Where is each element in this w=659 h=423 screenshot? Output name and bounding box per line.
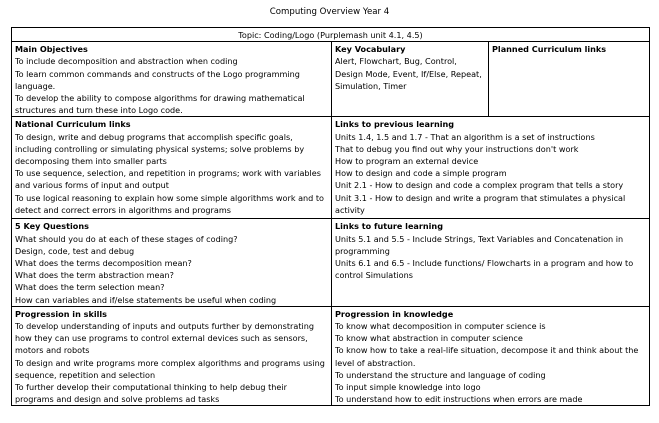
key-question-line: How can variables and if/else statements be useful when coding (15, 294, 277, 305)
progression-knowledge-line: To understand how to edit instructions when errors are made (335, 394, 583, 405)
previous-learning-heading: Links to previous learning (335, 119, 455, 130)
main-objectives-line: To learn common commands and constructs of the Logo programming language. (15, 68, 300, 91)
national-curriculum-cell (12, 117, 332, 219)
future-learning-line: Units 6.1 and 6.5 - Include functions/ Flowcharts in a program and how to control Simulations (335, 258, 634, 281)
key-vocabulary-text: Alert, Flowchart, Bug, Control, Design Mode, Event, If/Else, Repeat, Simulation, Timer (335, 56, 482, 91)
overview-table (11, 27, 650, 406)
progression-skills-line: To design and write programs more complex algorithms and programs using sequence, repetition and selection (15, 357, 325, 380)
progression-skills-heading: Progression in skills (15, 308, 108, 319)
progression-skills-line: To further develop their computational thinking to help debug their programs and design and solve problems ad tasks (15, 382, 287, 405)
main-objectives-line: To develop the ability to compose algorithms for drawing mathematical structures and turn these into Logo code. (15, 93, 305, 116)
progression-knowledge-line: To understand the structure and language of coding (335, 369, 546, 380)
previous-learning-line: Unit 2.1 - How to design and code a complex program that tells a story (335, 180, 624, 191)
future-learning-line: Units 5.1 and 5.5 - Include Strings, Text Variables and Concatenation in programming (335, 233, 624, 256)
national-curriculum-heading: National Curriculum links (15, 119, 131, 130)
previous-learning-line: Units 1.4, 1.5 and 1.7 - That an algorithm is a set of instructions (335, 131, 595, 142)
main-objectives-line: To include decomposition and abstraction when coding (15, 56, 238, 67)
main-objectives-heading: Main Objectives (15, 44, 88, 55)
previous-learning-line: Unit 3.1 - How to design and write a program that stimulates a physical activity (335, 192, 626, 215)
key-question-line: What does the terms decomposition mean? (15, 258, 192, 269)
key-question-line: What does the term selection mean? (15, 282, 165, 293)
progression-knowledge-line: To know what abstraction in computer science (335, 333, 523, 344)
key-question-line: What does the term abstraction mean? (15, 270, 174, 281)
key-question-line: Design, code, test and debug (15, 245, 135, 256)
national-curriculum-line: To use sequence, selection, and repetition in programs; work with variables and various forms of input and output (15, 168, 321, 191)
previous-learning-line: How to program an external device (335, 156, 479, 167)
progression-knowledge-line: To input simple knowledge into logo (335, 382, 481, 393)
key-vocabulary-heading: Key Vocabulary (335, 44, 406, 55)
key-questions-heading: 5 Key Questions (15, 221, 89, 232)
key-vocabulary-cell (332, 42, 489, 117)
future-learning-heading: Links to future learning (335, 221, 443, 232)
previous-learning-line: How to design and code a simple program (335, 168, 507, 179)
key-questions-cell (12, 219, 332, 306)
page-title: Computing Overview Year 4 (269, 7, 390, 17)
national-curriculum-line: To design, write and debug programs that accomplish specific goals, including controlling or simulating physical systems; solve problems by decomposing them into smaller parts (15, 131, 305, 167)
previous-learning-cell (332, 117, 650, 219)
progression-knowledge-cell (332, 306, 650, 406)
future-learning-cell (332, 219, 650, 306)
national-curriculum-line: To use logical reasoning to explain how some simple algorithms work and to detect and correct errors in algorithms and programs (15, 192, 325, 215)
progression-skills-line: To develop understanding of inputs and outputs further by demonstrating how they can use programs to control external devices such as sensors, motors and robots (15, 321, 315, 356)
progression-skills-cell (12, 306, 332, 406)
main-objectives-cell (12, 42, 332, 117)
previous-learning-line: That to debug you find out why your instructions don't work (335, 143, 579, 154)
progression-knowledge-heading: Progression in knowledge (335, 308, 454, 319)
planned-curriculum-heading: Planned Curriculum links (492, 44, 607, 55)
progression-knowledge-line: To know how to take a real-life situation, decompose it and think about the level of abstraction. (335, 345, 639, 368)
topic-cell: Topic: Coding/Logo (Purplemash unit 4.1, 4.5) (12, 28, 650, 42)
progression-knowledge-line: To know what decomposition in computer science is (335, 321, 546, 332)
key-question-line: What should you do at each of these stages of coding? (15, 233, 238, 244)
planned-curriculum-cell (489, 42, 650, 117)
